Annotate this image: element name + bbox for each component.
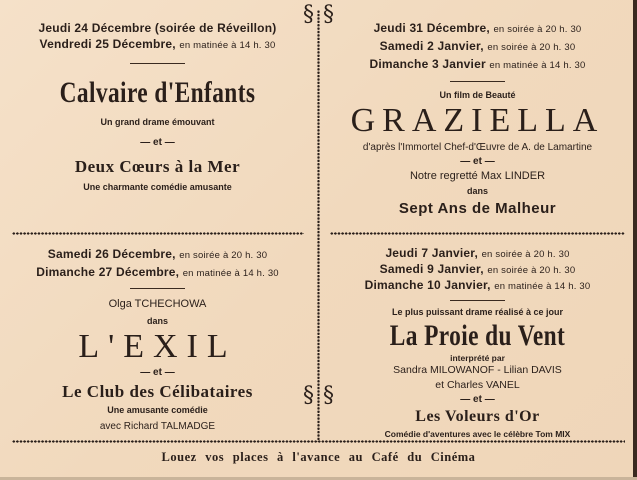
second-film-subtitle: Comédie d'aventures avec le célèbre Tom MIX [384,429,571,439]
programme-block-bottom-left [10,246,305,434]
showtime-line [330,38,625,56]
showtime-line [10,36,305,54]
scroll-ornament-icon: § [303,383,314,408]
showtime-time: en soirée à 20 h. 30 [493,24,582,35]
cast-credit: Sandra MILOWANOF - Lilian DAVIS [393,364,562,376]
dans-label: dans [466,186,488,196]
film-subtitle: Un grand drame émouvant [100,117,215,127]
showtime-line [330,246,625,262]
second-film-title: Le Club des Célibataires [62,382,253,401]
film-title: L'EXIL [78,328,237,365]
short-rule [130,288,185,289]
showtime-day: Dimanche 3 Janvier [369,57,486,71]
film-tagline: Un film de Beauté [439,90,516,100]
showtime-day: Dimanche 10 Janvier, [364,278,491,292]
actor-credit: avec Richard TALMADGE [99,421,216,432]
scroll-ornament-icon: § [323,383,334,408]
short-rule [130,63,185,64]
showtime-line [10,20,305,36]
showtime-time: en matinée à 14 h. 30 [489,60,586,71]
second-film-subtitle: Une amusante comédie [107,405,208,415]
showtime-time: en soirée à 20 h. 30 [487,42,576,53]
separator-et: — et — [140,137,175,148]
programme-block-top-left [10,20,305,194]
interprete-label: interprété par [450,353,505,363]
second-film-title: Les Voleurs d'Or [415,408,540,425]
showtime-time: en matinée à 14 h. 30 [179,40,276,51]
second-film-title: Deux Cœurs à la Mer [74,157,241,176]
showtime-day: Jeudi 31 Décembre, [373,21,490,35]
showtime-time: en soirée à 20 h. 30 [481,249,570,260]
showtime-line [10,246,305,264]
booking-footer: Louez vos places à l'avance au Café du Cinéma [161,450,476,464]
showtime-day: Samedi 26 Décembre, [47,247,176,261]
horizontal-dotted-divider-left [12,232,304,235]
dans-label: dans [146,316,168,326]
showtime-day: Jeudi 24 Décembre (soirée de Réveillon) [38,21,277,35]
second-film-title: Sept Ans de Malheur [398,200,557,217]
showtime-day: Vendredi 25 Décembre, [39,37,176,51]
actor-credit: Olga TCHECHOWA [108,298,207,310]
film-title: La Proie du Vent [389,319,566,352]
film-subtitle: d'après l'Immortel Chef-d'Œuvre de A. de Lamartine [362,142,593,153]
cast-credit: et Charles VANEL [435,379,520,391]
scroll-ornament-icon: § [303,2,314,27]
showtime-time: en matinée à 14 h. 30 [182,268,279,279]
showtime-day: Dimanche 27 Décembre, [36,265,180,279]
separator-et: — et — [140,367,175,378]
showtime-line [330,278,625,294]
showtime-line [330,262,625,278]
separator-et: — et — [460,156,495,167]
paper-edge-shadow [633,0,637,480]
showtime-line [330,56,625,74]
showtime-day: Samedi 2 Janvier, [379,39,484,53]
short-rule [450,300,505,301]
showtime-day: Jeudi 7 Janvier, [385,246,479,260]
showtime-time: en soirée à 20 h. 30 [487,265,576,276]
showtime-time: en matinée à 14 h. 30 [494,281,591,292]
showtime-line [330,20,625,38]
scroll-ornament-icon: § [323,2,334,27]
showtime-time: en soirée à 20 h. 30 [179,250,268,261]
separator-et: — et — [460,394,495,405]
film-title: GRAZIELLA [350,102,605,139]
horizontal-dotted-divider-right [330,232,625,235]
film-tagline: Le plus puissant drame réalisé à ce jour [391,307,564,317]
programme-block-bottom-right [330,246,625,441]
vertical-dotted-divider [317,10,320,442]
programme-block-top-right [330,20,625,219]
film-title: Calvaire d'Enfants [59,76,256,109]
second-film-subtitle: Une charmante comédie amusante [83,182,232,192]
showtime-day: Samedi 9 Janvier, [379,262,484,276]
showtime-line [10,264,305,282]
short-rule [450,81,505,82]
actor-credit: Notre regretté Max LINDER [409,170,546,182]
